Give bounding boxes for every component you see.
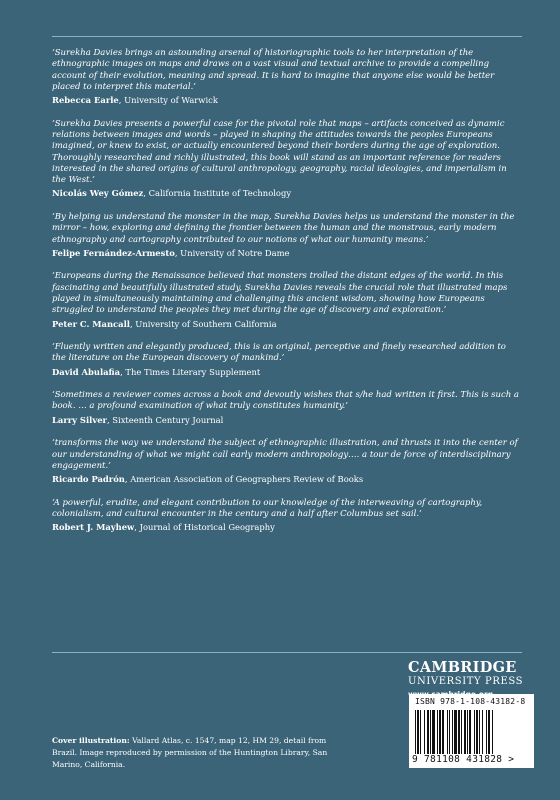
barcode-bar: [479, 710, 480, 754]
barcode-bar: [420, 710, 421, 754]
quote-text: ‘Surekha Davies presents a powerful case for the pivotal role that maps – artifacts conceived as dynamic relations between images and words – played in shaping the attitudes towards the peoples Europeans imagined, or knew to exist, or actually encountered beyond their borders during the age of exploration. Thoroughly researched and richly illustrated, this book will stand as an important reference for readers interested in the shared origins of cultural anthropology, geography, racial ideologies, and imperialism in the West.’: [52, 118, 507, 186]
quote-text: ‘Europeans during the Renaissance believed that monsters trolled the distant edges of the world. In this fascinating and beautifully illustrated study, Surekha Davies reveals the crucial role that illustrated maps played in simultaneously maintaining and challenging this ancient wisdom, showing how Europeans struggled to understand the peoples they met during the age of discovery and exploration.’: [52, 271, 508, 316]
reviewer-affiliation: , The Times Literary Supplement: [120, 366, 261, 377]
barcode-bar: [442, 710, 444, 754]
reviewer-affiliation: , University of Warwick: [118, 95, 218, 106]
quote-attribution: [52, 318, 522, 330]
barcode-bar: [452, 710, 453, 754]
isbn-label: ISBN 978-1-108-43182-8: [415, 697, 526, 706]
reviewer-name: Ricardo Padrón: [52, 474, 125, 485]
quote-attribution: [52, 366, 522, 378]
barcode-bar: [427, 710, 429, 754]
barcode-bar: [424, 710, 425, 754]
reviewer-affiliation: , Journal of Historical Geography: [134, 522, 275, 533]
quote-text: ‘Surekha Davies brings an astounding arsenal of historiographic tools to her interpretation of the ethnographic images on maps and draws on a vast visual and textual archive to provide a compelling account of their evolution, meaning and spread. It is hard to imagine that anyone else would be better placed to interpret this material.’: [52, 48, 495, 92]
review-quote: [52, 342, 522, 378]
review-quote: [52, 271, 522, 329]
reviewer-name: Robert J. Mayhew: [52, 522, 135, 533]
review-quote: [52, 498, 522, 534]
barcode-bar: [454, 710, 457, 754]
cover-credit-text: Vallard Atlas, c. 1547, map 12, HM 29, detail from Brazil. Image reproduced by permission of the Huntington Library, San Marino, California.: [52, 736, 328, 770]
barcode-bar: [482, 710, 483, 754]
quote-attribution: [52, 247, 522, 259]
publisher-name: CAMBRIDGE: [408, 659, 517, 676]
reviewer-affiliation: , American Association of Geographers Review of Books: [124, 474, 364, 485]
barcode-bar: [469, 710, 471, 754]
quote-attribution: [52, 94, 522, 106]
review-quote: [52, 119, 522, 200]
reviewer-name: Felipe Fernández-Armesto: [52, 247, 175, 258]
barcode-bars: [414, 710, 528, 754]
quote-text: ‘By helping us understand the monster in the map, Surekha Davies helps us understand the monster in the mirror – how, exploring and defining the frontier between the human and the monstrous, early modern ethnography and cartography contributed to our notions of what our humanity means.’: [52, 211, 515, 245]
reviewer-name: Nicolás Wey Gómez: [52, 188, 144, 199]
quote-attribution: [52, 414, 522, 426]
barcode-bar: [461, 710, 462, 754]
review-quote: [52, 390, 522, 426]
review-quote: [52, 438, 522, 485]
barcode-bar: [474, 710, 475, 754]
quote-attribution: [52, 521, 522, 533]
review-quotes: [52, 48, 522, 546]
reviewer-name: David Abulafia: [52, 366, 121, 377]
barcode-bar: [492, 710, 493, 754]
publisher-subtitle: UNIVERSITY PRESS: [408, 676, 524, 687]
barcode-bar: [432, 710, 435, 754]
barcode-bar: [449, 710, 450, 754]
quote-text: ‘Sometimes a reviewer comes across a book and devoutly wishes that s/he had written it first. This is such a book. … a profound examination of what truly constitutes humanity.’: [52, 390, 519, 412]
top-rule: [52, 36, 522, 37]
cover-credit-label: Cover illustration:: [52, 736, 130, 745]
barcode-bar: [430, 710, 431, 754]
barcode-bar: [467, 710, 468, 754]
barcode-bar: [458, 710, 460, 754]
quote-text: ‘A powerful, erudite, and elegant contribution to our knowledge of the interweaving of cartography, colonialism, and cultural encounter in the century and a half after Columbus set sail.’: [52, 497, 483, 519]
barcode-panel: [409, 694, 534, 768]
barcode-bar: [486, 710, 487, 754]
cover-illustration-credit: [52, 735, 342, 772]
reviewer-affiliation: , University of Notre Dame: [174, 247, 290, 258]
review-quote: [52, 212, 522, 259]
reviewer-affiliation: , University of Southern California: [129, 318, 277, 329]
quote-text: ‘Fluently written and elegantly produced, this is an original, perceptive and finely researched addition to the literature on the European discovery of mankind.’: [52, 342, 506, 364]
review-quote: [52, 48, 522, 106]
quote-attribution: [52, 473, 522, 485]
barcode-bar: [437, 710, 438, 754]
barcode-number: 9 781108 431828 >: [412, 754, 515, 765]
reviewer-name: Rebecca Earle: [52, 95, 119, 106]
reviewer-affiliation: , Sixteenth Century Journal: [106, 414, 224, 425]
barcode-bar: [415, 710, 416, 754]
barcode-bar: [439, 710, 441, 754]
reviewer-affiliation: , California Institute of Technology: [143, 188, 292, 199]
quote-text: ‘transforms the way we understand the subject of ethnographic illustration, and thrusts it into the center of our understanding of what we might call early modern anthropology…. a tour de force of interdisciplinary engagement.’: [52, 438, 518, 471]
barcode-bar: [447, 710, 448, 754]
barcode-bar: [488, 710, 490, 754]
bottom-rule: [52, 652, 522, 653]
barcode-bar: [464, 710, 466, 754]
reviewer-name: Peter C. Mancall: [52, 318, 130, 329]
reviewer-name: Larry Silver: [52, 414, 107, 425]
barcode-bar: [476, 710, 478, 754]
quote-attribution: [52, 187, 522, 199]
barcode-bar: [417, 710, 419, 754]
